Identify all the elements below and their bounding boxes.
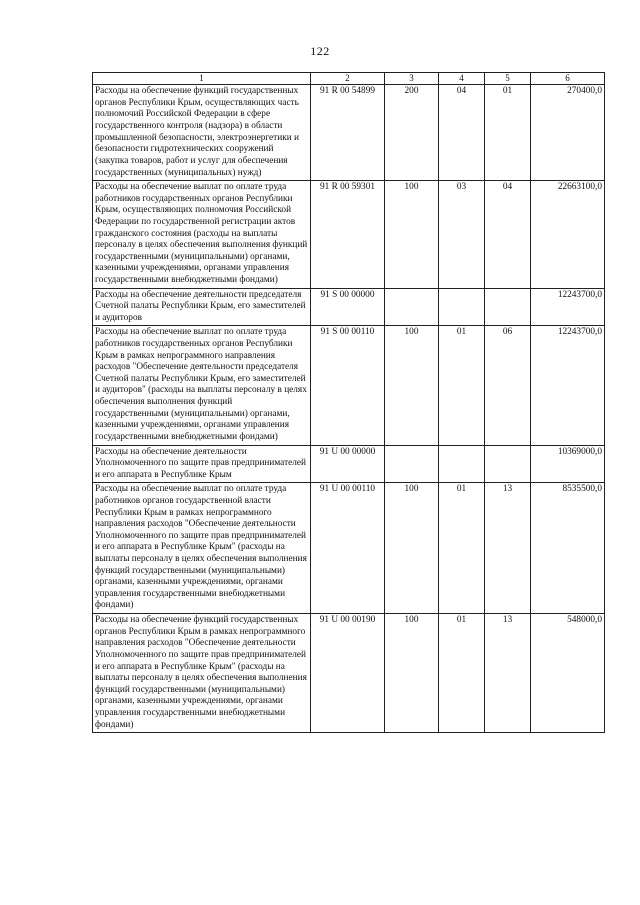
row-amount: 548000,0 <box>531 614 605 733</box>
row-target-code: 91 U 00 00190 <box>311 614 385 733</box>
row-expense-type: 100 <box>385 326 439 445</box>
row-amount: 10369000,0 <box>531 445 605 483</box>
column-header-expense-type: 3 <box>385 73 439 85</box>
row-target-code: 91 R 00 54899 <box>311 85 385 181</box>
row-target-code: 91 U 00 00000 <box>311 445 385 483</box>
table-row <box>93 483 605 614</box>
row-subsection: 13 <box>485 483 531 614</box>
row-section: 01 <box>439 326 485 445</box>
row-section: 01 <box>439 614 485 733</box>
column-header-section: 4 <box>439 73 485 85</box>
row-target-code: 91 R 00 59301 <box>311 181 385 288</box>
row-expense-type: 100 <box>385 614 439 733</box>
row-description: Расходы на обеспечение выплат по оплате труда работников органов государственной власти Республики Крым в рамках непрограммного направления расходов "Обеспечение деятельности Уполномоченного по защите прав предпринимателей и его аппарата в Республике Крым" (расходы на выплаты персоналу в целях обеспечения выполнения функций государственными (муниципальными) органами, казенными учреждениями, органами управления государственными внебюджетными фондами) <box>93 483 311 614</box>
table-row <box>93 181 605 288</box>
row-description: Расходы на обеспечение выплат по оплате труда работников государственных органов Республики Крым в рамках непрограммного направления расходов "Обеспечение деятельности председателя Счетной палаты Республики Крым, его заместителей и аудиторов" (расходы на выплаты персоналу в целях обеспечения выполнения функций государственными (муниципальными) органами, казенными учреждениями, органами управления государственными внебюджетными фондами) <box>93 326 311 445</box>
row-section <box>439 288 485 326</box>
row-subsection: 13 <box>485 614 531 733</box>
column-header-target-code: 2 <box>311 73 385 85</box>
row-description: Расходы на обеспечение деятельности Уполномоченного по защите прав предпринимателей и его аппарата в Республике Крым <box>93 445 311 483</box>
row-expense-type: 100 <box>385 181 439 288</box>
row-description: Расходы на обеспечение деятельности председателя Счетной палаты Республики Крым, его заместителей и аудиторов <box>93 288 311 326</box>
column-header-description: 1 <box>93 73 311 85</box>
table-header-row <box>93 73 605 85</box>
row-section: 04 <box>439 85 485 181</box>
row-expense-type <box>385 445 439 483</box>
row-subsection: 01 <box>485 85 531 181</box>
column-header-subsection: 5 <box>485 73 531 85</box>
row-expense-type: 100 <box>385 483 439 614</box>
row-target-code: 91 U 00 00110 <box>311 483 385 614</box>
row-expense-type: 200 <box>385 85 439 181</box>
row-subsection: 06 <box>485 326 531 445</box>
table-row <box>93 85 605 181</box>
row-subsection: 04 <box>485 181 531 288</box>
row-subsection <box>485 445 531 483</box>
row-amount: 270400,0 <box>531 85 605 181</box>
row-amount: 8535500,0 <box>531 483 605 614</box>
row-section: 01 <box>439 483 485 614</box>
row-expense-type <box>385 288 439 326</box>
row-amount: 12243700,0 <box>531 288 605 326</box>
row-section <box>439 445 485 483</box>
row-target-code: 91 S 00 00110 <box>311 326 385 445</box>
row-description: Расходы на обеспечение выплат по оплате труда работников государственных органов Республики Крым, осуществляющих полномочия Российской Федерации по государственной регистрации актов гражданского состояния (расходы на выплаты персоналу в целях обеспечения выполнения функций государственными (муниципальными) органами, казенными учреждениями, органами управления государственными внебюджетными фондами) <box>93 181 311 288</box>
column-header-amount: 6 <box>531 73 605 85</box>
table-row <box>93 288 605 326</box>
row-target-code: 91 S 00 00000 <box>311 288 385 326</box>
row-section: 03 <box>439 181 485 288</box>
table-row <box>93 614 605 733</box>
row-description: Расходы на обеспечение функций государственных органов Республики Крым, осуществляющих часть полномочий Российской Федерации в сфере государственного контроля (надзора) в области промышленной безопасности, электроэнергетики и безопасности гидротехнических сооружений (закупка товаров, работ и услуг для обеспечения государственных (муниципальных) нужд) <box>93 85 311 181</box>
table-row <box>93 326 605 445</box>
row-amount: 22663100,0 <box>531 181 605 288</box>
table-row <box>93 445 605 483</box>
row-amount: 12243700,0 <box>531 326 605 445</box>
page-number: 122 <box>310 44 330 58</box>
budget-table <box>92 72 605 733</box>
row-subsection <box>485 288 531 326</box>
row-description: Расходы на обеспечение функций государственных органов Республики Крым в рамках непрограммного направления расходов "Обеспечение деятельности Уполномоченного по защите прав предпринимателей и его аппарата в Республике Крым" (расходы на выплаты персоналу в целях обеспечения выполнения функций государственными (муниципальными) органами, казенными учреждениями, органами управления государственными внебюджетными фондами) <box>93 614 311 733</box>
